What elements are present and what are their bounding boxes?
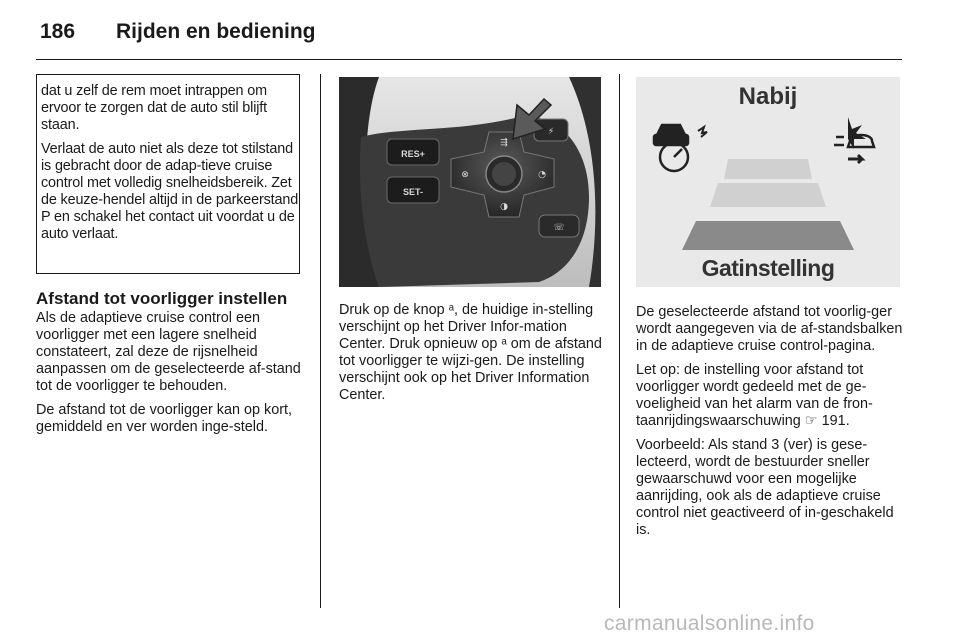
svg-text:⊗: ⊗ [461,170,469,180]
section-heading: Afstand tot voorligger instellen [36,289,288,308]
section-text [36,289,306,443]
column-divider [619,74,620,608]
svg-text:◔: ◔ [538,170,546,180]
middle-column-text [339,302,605,411]
page-number: 186 [40,20,76,43]
steering-wheel-photo [339,77,601,287]
collision-warning-icon [834,117,874,163]
header-rule [36,59,902,60]
right-column-text [636,304,906,546]
body-paragraph: De afstand tot de voorligger kan op kort, gemiddeld en ver worden inge-steld. [36,402,292,435]
display-title: Nabij [738,83,798,110]
page-header [36,20,902,60]
svg-text:⇶: ⇶ [500,138,508,148]
body-paragraph: Voorbeeld: Als stand 3 (ver) is gese-lecteerd, wordt de bestuurder sneller gewaarschuwd voor een mogelijke aanrijding, ook als de adaptieve cruise control niet geactiveerd of in-geschakeld is. [636,437,894,538]
watermark: carmanualsonline.info [604,612,815,635]
svg-text:⚡: ⚡ [547,127,555,137]
body-paragraph: Als de adaptieve cruise control een voorligger met een lagere snelheid constateert, zal deze de rijsnelheid aanpassen om de geselecteerde af-stand tot de voorligger te behouden. [36,310,301,394]
warning-box [36,74,300,274]
res-button-label: RES+ [401,149,425,159]
warning-paragraph: Verlaat de auto niet als deze tot stilstand is gebracht door de adap-tieve cruise control met volledig snelheidsbereik. Zet de keuze-hendel altijd in de parkeerstand P en schakel het contact uit voordat u de auto verlaat. [41,141,299,242]
svg-text:◑: ◑ [500,202,508,212]
distance-bar-near [724,159,812,179]
dic-display-image [636,77,900,287]
set-button-label: SET- [402,187,424,197]
display-caption: Gatinstelling [701,255,835,281]
distance-bar-far [682,221,854,250]
car-gauge-icon [654,125,707,171]
body-paragraph: Let op: de instelling voor afstand tot voorligger wordt gedeeld met de ge-voeligheid van het alarm van de fron-taanrijdingswaarschuwing ☞ 191. [636,362,873,429]
chapter-title: Rijden en bediening [116,20,316,43]
body-paragraph: Druk op de knop ᵃ, de huidige in-stelling verschijnt op het Driver Infor-mation Center. Druk opnieuw op ᵃ om de afstand tot voorligger te wijzi-gen. De instelling verschijnt ook op het Driver Information Center. [339,302,602,403]
svg-text:☏: ☏ [553,223,565,233]
warning-paragraph: dat u zelf de rem moet intrappen om ervoor te zorgen dat de auto stil blijft staan. [41,83,267,133]
column-divider [320,74,321,608]
distance-bar-mid [710,183,826,207]
body-paragraph: De geselecteerde afstand tot voorlig-ger wordt aangegeven via de af-standsbalken in de adaptieve cruise control-pagina. [636,304,903,354]
